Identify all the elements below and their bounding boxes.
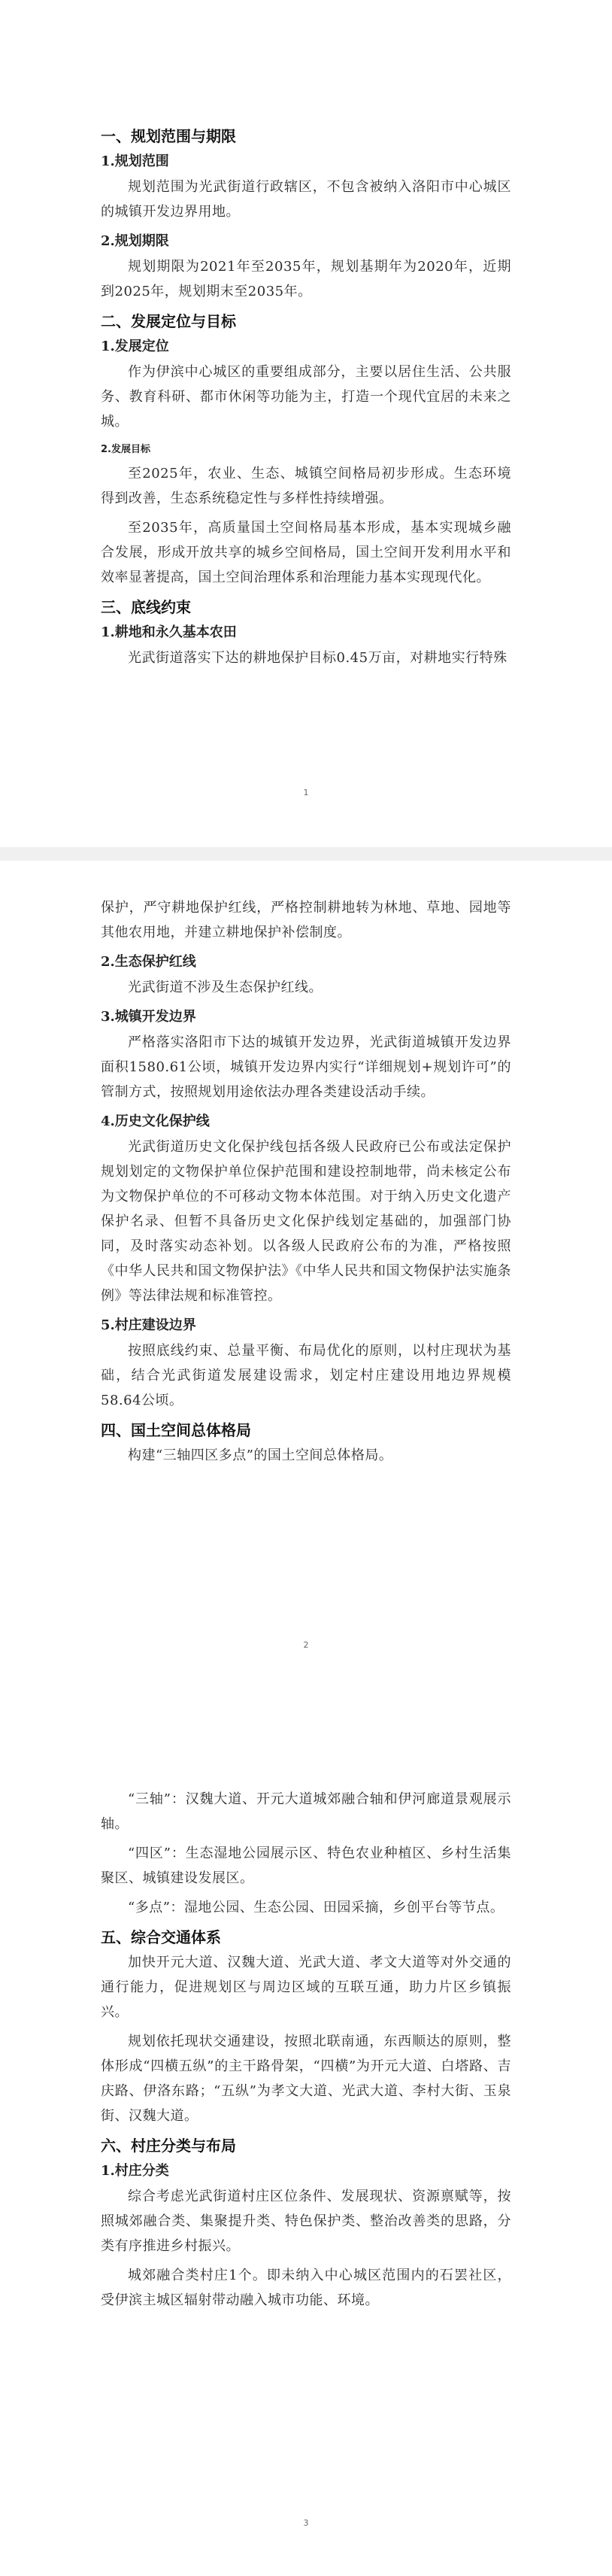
subsection-heading: 1.规划范围 <box>101 153 169 169</box>
subsection-heading: 2.发展目标 <box>101 444 150 455</box>
body-paragraph: 作为伊滨中心城区的重要组成部分，主要以居住生活、公共服务、教育科研、都市休闲等功能为主，打造一个现代宜居的未来之城。 <box>101 364 511 430</box>
subsection-heading: 2.生态保护红线 <box>101 954 196 970</box>
body-paragraph: “四区”：生态湿地公园展示区、特色农业种植区、乡村生活集聚区、城镇建设发展区。 <box>101 1845 511 1886</box>
body-paragraph: 城郊融合类村庄1个。即未纳入中心城区范围内的石罢社区，受伊滨主城区辐射带动融入城市功能、环境。 <box>101 2268 511 2308</box>
page-content <box>101 895 511 1472</box>
document-page-2 <box>0 861 612 1756</box>
document-page-1 <box>0 0 612 847</box>
body-paragraph: 规划范围为光武街道行政辖区，不包含被纳入洛阳市中心城区的城镇开发边界用地。 <box>101 179 511 220</box>
subsection-heading: 1.耕地和永久基本农田 <box>101 624 237 640</box>
body-paragraph: 光武街道历史文化保护线包括各级人民政府已公布或法定保护规划划定的文物保护单位保护范围和建设控制地带，尚未核定公布为文物保护单位的不可移动文物本体范围。对于纳入历史文化遗产保护名录、但暂不具备历史文化保护线划定基础的，加强部门协同，及时落实动态补划。以各级人民政府公布的为准，严格按照《中华人民共和国文物保护法》《中华人民共和国文物保护法实施条例》等法律法规和标准管控。 <box>101 1139 511 1304</box>
section-heading: 六、村庄分类与布局 <box>101 2137 236 2155</box>
section-heading: 五、综合交通体系 <box>101 1928 221 1946</box>
body-paragraph: 至2025年，农业、生态、城镇空间格局初步形成。生态环境得到改善，生态系统稳定性与多样性持续增强。 <box>101 466 511 506</box>
section-heading: 一、规划范围与期限 <box>101 127 236 145</box>
body-paragraph: 按照底线约束、总量平衡、布局优化的原则，以村庄现状为基础，结合光武街道发展建设需求，划定村庄建设用地边界规模58.64公顷。 <box>101 1343 511 1408</box>
section-heading: 四、国土空间总体格局 <box>101 1421 251 1439</box>
body-paragraph: 光武街道落实下达的耕地保护目标0.45万亩，对耕地实行特殊 <box>128 650 507 666</box>
page-number: 3 <box>303 2518 309 2528</box>
document-page-3 <box>0 1712 612 2576</box>
page-content <box>101 123 511 675</box>
body-paragraph: “三轴”：汉魏大道、开元大道城郊融合轴和伊河廊道景观展示轴。 <box>101 1791 511 1832</box>
page-number: 2 <box>303 1640 309 1650</box>
subsection-heading: 4.历史文化保护线 <box>101 1113 210 1129</box>
section-heading: 三、底线约束 <box>101 598 191 616</box>
body-paragraph: “多点”：湿地公园、生态公园、田园采摘，乡创平台等节点。 <box>128 1900 504 1915</box>
body-paragraph: 至2035年，高质量国土空间格局基本形成，基本实现城乡融合发展，形成开放共享的城乡空间格局，国土空间开发利用水平和效率显著提高，国土空间治理体系和治理能力基本实现现代化。 <box>101 520 511 585</box>
body-paragraph: 加快开元大道、汉魏大道、光武大道、孝文大道等对外交通的通行能力，促进规划区与周边区域的互联互通，助力片区乡镇振兴。 <box>101 1955 511 2020</box>
body-paragraph: 严格落实洛阳市下达的城镇开发边界，光武街道城镇开发边界面积1580.61公顷，城镇开发边界内实行“详细规划+规划许可”的管制方式，按照规划用途依法办理各类建设活动手续。 <box>101 1034 511 1100</box>
page-content <box>101 1787 511 2317</box>
body-paragraph: 规划期限为2021年至2035年，规划基期年为2020年，近期到2025年，规划期末至2035年。 <box>101 259 511 299</box>
subsection-heading: 2.规划期限 <box>101 233 169 249</box>
section-heading: 二、发展定位与目标 <box>101 312 236 330</box>
body-paragraph: 光武街道不涉及生态保护红线。 <box>128 980 323 995</box>
subsection-heading: 5.村庄建设边界 <box>101 1317 196 1333</box>
subsection-heading: 1.发展定位 <box>101 339 169 354</box>
body-paragraph: 构建“三轴四区多点”的国土空间总体格局。 <box>128 1447 393 1463</box>
page-number: 1 <box>303 788 309 797</box>
body-paragraph: 规划依托现状交通建设，按照北联南通，东西顺达的原则，整体形成“四横五纵”的主干路骨架，“四横”为开元大道、白塔路、吉庆路、伊洛东路；“五纵”为孝文大道、光武大道、李村大街、玉泉街、汉魏大道。 <box>101 2034 511 2124</box>
subsection-heading: 3.城镇开发边界 <box>101 1009 196 1025</box>
body-paragraph: 保护，严守耕地保护红线，严格控制耕地转为林地、草地、园地等其他农用地，并建立耕地保护补偿制度。 <box>101 900 511 940</box>
body-paragraph: 综合考虑光武街道村庄区位条件、发展现状、资源禀赋等，按照城郊融合类、集聚提升类、特色保护类、整治改善类的思路，分类有序推进乡村振兴。 <box>101 2189 511 2254</box>
subsection-heading: 1.村庄分类 <box>101 2163 169 2179</box>
